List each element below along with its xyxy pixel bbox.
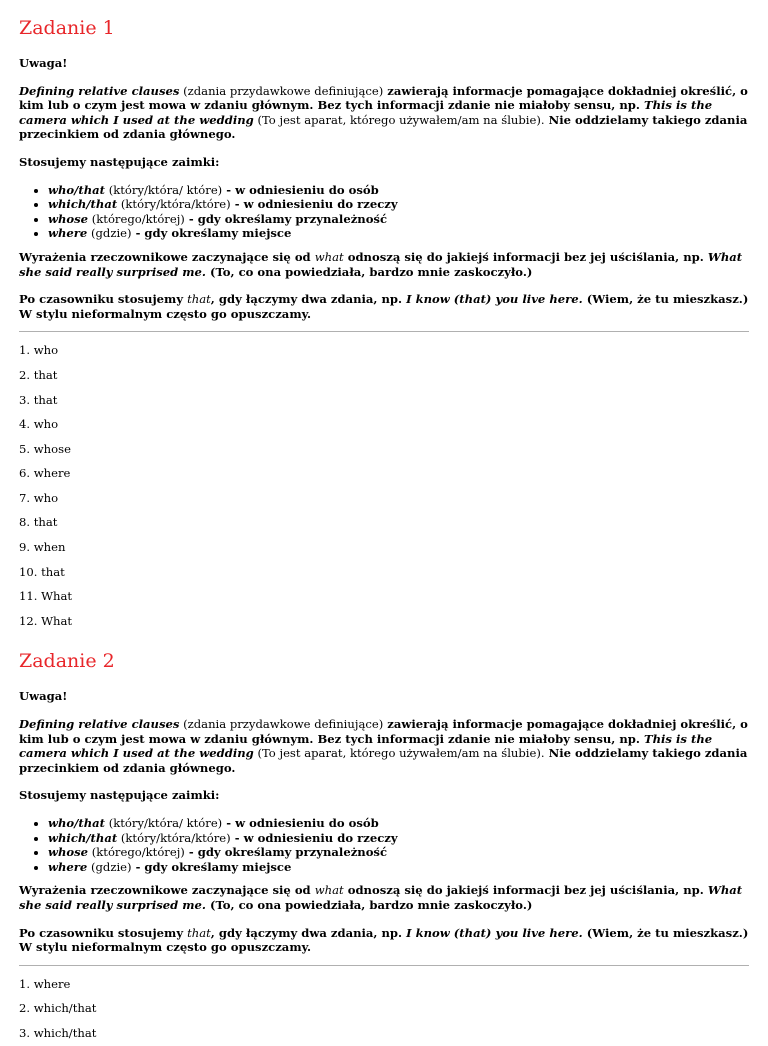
answer-item: 1. who xyxy=(19,343,59,358)
section-title: Zadanie 1 xyxy=(19,17,115,39)
section-title: Zadanie 2 xyxy=(19,650,115,673)
grammar-note xyxy=(19,689,749,954)
answer-item: 9. when xyxy=(19,540,66,555)
answer-list xyxy=(19,338,749,633)
section-zadanie-1 xyxy=(19,0,749,633)
note-paragraph-what: Wyrażenia rzeczownikowe zaczynające się od what odnoszą się do jakiejś informacji bez jej uściślania, np. What she said really surprised me. (To, co ona powiedziała, bardzo mnie zaskoczyło.) xyxy=(19,883,743,912)
note-paragraph-definition: Defining relative clauses (zdania przydawkowe definiujące) zawierają informacje pomagające dokładniej określić, o kim lub o czym jest mowa w zdaniu głównym. Bez tych informacji zdanie nie miałoby sensu, np. This is the camera which I used at the wedding (To jest aparat, którego używałem/am na ślubie). Nie oddzielamy takiego zdania przecinkiem od zdania głównego. xyxy=(19,83,748,142)
list-item: • whose (którego/której) - gdy określamy przynależność xyxy=(48,212,749,227)
grammar-note xyxy=(19,56,749,321)
list-item: • where (gdzie) - gdy określamy miejsce xyxy=(48,226,749,241)
term: Defining relative clauses xyxy=(19,83,180,98)
note-lead: Stosujemy następujące zaimki: xyxy=(19,154,220,169)
answer-item: 8. that xyxy=(19,515,58,530)
note-lead: Stosujemy następujące zaimki: xyxy=(19,788,220,803)
list-item: • who/that (który/która/ które) - w odniesieniu do osób xyxy=(48,183,749,198)
answers xyxy=(19,332,749,633)
note-heading: Uwaga! xyxy=(19,689,68,704)
note-paragraph-what: Wyrażenia rzeczownikowe zaczynające się od what odnoszą się do jakiejś informacji bez jej uściślania, np. What she said really surprised me. (To, co ona powiedziała, bardzo mnie zaskoczyło.) xyxy=(19,249,743,279)
answer-item: 3. that xyxy=(19,392,58,407)
answers xyxy=(19,966,749,1046)
section-zadanie-2 xyxy=(19,633,749,1045)
list-item: • where (gdzie) - gdy określamy miejsce xyxy=(48,860,749,875)
pronoun-list xyxy=(19,816,749,874)
answer-item: 3. which/that xyxy=(19,1025,97,1040)
answer-item: 10. that xyxy=(19,564,65,579)
answer-item: 5. whose xyxy=(19,441,71,456)
answer-item: 2. that xyxy=(19,367,58,382)
answer-item: 6. where xyxy=(19,466,71,481)
answer-item: 1. where xyxy=(19,976,71,991)
answer-item: 2. which/that xyxy=(19,1001,97,1016)
note-heading: Uwaga! xyxy=(19,56,68,70)
list-item: • which/that (który/która/które) - w odniesieniu do rzeczy xyxy=(48,197,749,212)
answer-item: 7. who xyxy=(19,490,59,505)
list-item: • which/that (który/która/które) - w odniesieniu do rzeczy xyxy=(48,831,749,846)
list-item: • whose (którego/której) - gdy określamy przynależność xyxy=(48,845,749,860)
note-paragraph-definition: Defining relative clauses (zdania przydawkowe definiujące) zawierają informacje pomagające dokładniej określić, o kim lub o czym jest mowa w zdaniu głównym. Bez tych informacji zdanie nie miałoby sensu, np. This is the camera which I used at the wedding (To jest aparat, którego używałem/am na ślubie). Nie oddzielamy takiego zdania przecinkiem od zdania głównego. xyxy=(19,717,748,775)
answer-item: 12. What xyxy=(19,613,73,628)
answer-list xyxy=(19,972,749,1046)
answer-item: 11. What xyxy=(19,589,73,604)
example: This is the camera which I used at the wedding xyxy=(19,731,713,761)
pronoun-list xyxy=(19,183,749,241)
example: This is the camera which I used at the wedding xyxy=(19,98,713,127)
list-item: • who/that (który/która/ które) - w odniesieniu do osób xyxy=(48,816,749,831)
term: Defining relative clauses xyxy=(19,717,180,732)
answer-item: 4. who xyxy=(19,417,59,432)
note-paragraph-that: Po czasowniku stosujemy that, gdy łączymy dwa zdania, np. I know (that) you live here. (Wiem, że tu mieszkasz.) W stylu nieformalnym często go opuszczamy. xyxy=(19,925,749,955)
note-paragraph-that: Po czasowniku stosujemy that, gdy łączymy dwa zdania, np. I know (that) you live here. (Wiem, że tu mieszkasz.) W stylu nieformalnym często go opuszczamy. xyxy=(19,292,749,321)
